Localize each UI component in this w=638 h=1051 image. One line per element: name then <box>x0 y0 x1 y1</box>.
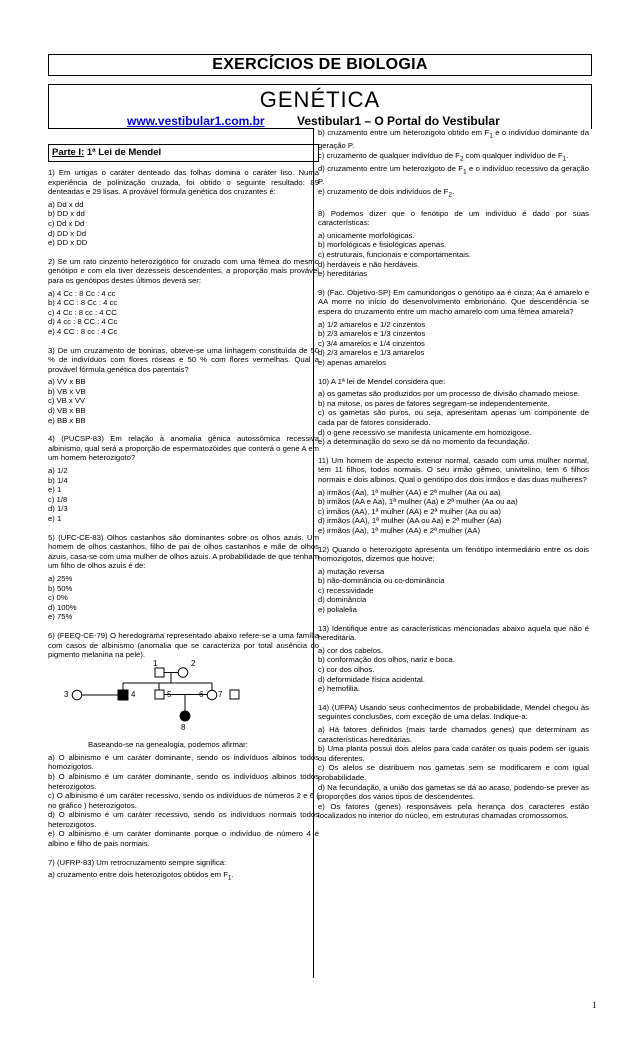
question-11 <box>318 456 589 536</box>
option: c) 4 Cc : 8 cc : 4 CC <box>48 307 117 317</box>
option: d) herdáveis e não herdáveis. <box>318 259 420 269</box>
option: d) deformidade física acidental. <box>318 674 425 684</box>
option-text: b) cruzamento entre um heterozigoto obtido em F <box>318 128 490 137</box>
option: d) o gene recessivo se manifesta unicamente em homozigose. <box>318 427 532 437</box>
pedigree-label-7: 7 <box>218 689 223 699</box>
option <box>48 870 319 883</box>
option: c) irmãos (AA), 1ª mulher (AA) e 2ª mulher (Aa ou aa) <box>318 506 501 516</box>
option: c) 0% <box>48 593 68 603</box>
option: e) DD x DD <box>48 238 88 248</box>
question-9 <box>318 288 589 368</box>
option <box>318 151 589 164</box>
option: e) 75% <box>48 612 73 622</box>
pedigree-individual-2 <box>178 667 188 677</box>
question-text: 3) De um cruzamento de boninas, obteve-se uma linhagem constituída de 50 % de indivíduos com flores róseas e 50 % com flores vermelhas. Qual a provável fórmula genética dos parentais? <box>48 345 319 374</box>
pedigree-label-8: 8 <box>181 722 186 732</box>
question-text: 5) (UFC-CE-83) Olhos castanhos são dominantes sobre os olhos azuis. Um homem de olhos castanhos, filho de pai de olhos castanhos e mãe de olhos azuis, casa-se com uma mulher de olhos azuis. A probabilidade de que tenham um filho de olhos azuis é de: <box>48 532 319 571</box>
page-number: 1 <box>592 1000 597 1010</box>
question-text: 8) Podemos dizer que o fenótipo de um indivíduo é dado por suas características: <box>318 208 589 228</box>
question-3 <box>48 346 319 426</box>
option: a) mutação reversa <box>318 566 385 576</box>
option: e) apenas amarelos <box>318 358 386 367</box>
option: b) VB x VB <box>48 386 86 396</box>
pedigree-label-5: 5 <box>167 689 172 699</box>
option: c) estruturais, funcionais e comportamentais. <box>318 250 471 260</box>
pedigree-individual-3 <box>72 690 82 700</box>
question-text: 2) Se um rato cinzento heterozigótico for cruzado com uma fêmea do mesmo genótipo e com ela tiver dezesseis descendentes, a proporção mais provável para os genótipos destes últimos deverá ser: <box>48 256 319 285</box>
page-title: EXERCÍCIOS DE BIOLOGIA <box>48 54 592 76</box>
question-text: 1) Em urtigas o caráter denteado das folhas domina o caráter liso. Numa experiência de polinização cruzada, foi obtido o seguinte resultado: 89 denteadas e 29 lisas. A provável fórmula genética dos cruzantes é: <box>48 168 319 197</box>
option: c) recessividade <box>318 585 374 595</box>
option: e) 4 CC : 8 cc : 4 Cc <box>48 326 118 336</box>
option: b) na mitose, os pares de fatores segregam-se independentemente. <box>318 398 550 408</box>
option: b) conformação dos olhos, nariz e boca. <box>318 655 455 665</box>
option: a) Há fatores definidos (mais tarde chamados genes) que determinam as características hereditárias. <box>318 725 589 744</box>
option-text: e o indivíduo dominante da geração P. <box>318 128 589 151</box>
option: d) 4 cc : 8 CC : 4 Cc <box>48 317 118 327</box>
pedigree-individual-5 <box>155 690 164 699</box>
question-text: 10) A 1ª lei de Mendel considera que: <box>318 376 446 386</box>
option <box>318 128 589 151</box>
option: e) 1 <box>48 514 62 523</box>
pedigree-label-6: 6 <box>199 689 204 699</box>
option: c) O albinismo é um caráter recessivo, sendo os indivíduos de números 2 e 6 ( no gráfico ) heterozigotos. <box>48 791 319 810</box>
option: d) Na fecundação, a união dos gametas se dá ao acaso, podendo-se prever as proporções dos vários tipos de descendentes. <box>318 782 589 802</box>
question-text: 7) (UFRP-83) Um retrocruzamento sempre significa: <box>48 857 227 867</box>
question-text: 4) (PUCSP-83) Em relação à anomalia gênica autossômica recessiva albinismo, qual será a proporção de espermatozóides que conterá o gene A em um homem heterozigoto? <box>48 434 319 463</box>
option: e) O albinismo é um caráter dominante porque o indivíduo de número 4 é albino e filho de pais normais. <box>48 829 319 849</box>
option: b) 50% <box>48 583 73 593</box>
pedigree-individual-6 <box>207 690 217 700</box>
question-7 <box>48 858 319 884</box>
option-text: a) cruzamento entre dois heterozigotos obtidos em F <box>48 870 228 880</box>
option: c) VB x VV <box>48 396 86 406</box>
right-column <box>318 128 589 830</box>
option: a) 1/2 <box>48 466 68 476</box>
question-6 <box>48 631 319 849</box>
pedigree-individual-8 <box>180 711 190 721</box>
option: a) cor dos cabelos. <box>318 645 383 655</box>
option: d) O albinismo é um caráter recessivo, sendo os indivíduos normais todos heterozigotos. <box>48 810 319 829</box>
option: c) Os alelos se distribuem nos gametas sem se modificarem e com igual probabilidade. <box>318 763 589 782</box>
pedigree-label-4: 4 <box>131 689 136 699</box>
part-heading <box>48 144 319 162</box>
question-5 <box>48 533 319 622</box>
option: d) DD x Dd <box>48 228 87 238</box>
pedigree-individual-4 <box>118 690 128 700</box>
option: e) 1 <box>48 485 62 495</box>
pedigree-individual-1 <box>155 668 164 677</box>
option: c) Dd x Dd <box>48 218 85 228</box>
option: b) 2/3 amarelos e 1/3 cinzentos <box>318 329 426 339</box>
question-text: 9) (Fac. Objetivo-SP) Em camundongos o genótipo aa é cinza; Aa é amarelo e AA morre no início do desenvolvimento embrionário. Que descendência se espera do cruzamento entre um macho amarelo com uma fêmea amarela? <box>318 287 589 317</box>
option: a) 25% <box>48 573 73 583</box>
option: a) O albinismo é um caráter dominante, sendo os indivíduos albinos todos homozigotos. <box>48 752 319 772</box>
question-2 <box>48 257 319 337</box>
question-14 <box>318 703 589 821</box>
option: b) DD x dd <box>48 209 85 219</box>
option: a) os gametas são produzidos por um processo de divisão chamado meiose. <box>318 389 580 399</box>
subscript: 2 <box>448 191 452 199</box>
pedigree-label-3: 3 <box>64 689 69 699</box>
site-link[interactable]: www.vestibular1.com.br <box>127 114 265 128</box>
pedigree-caption: Baseando-se na genealogia, podemos afirmar: <box>88 739 248 749</box>
portal-title: Vestibular1 – O Portal do Vestibular <box>297 114 500 128</box>
option <box>318 187 589 200</box>
option: a) 1/2 amarelos e 1/2 cinzentos <box>318 319 426 329</box>
option: b) Uma planta possui dois alelos para cada caráter os quais podem ser iguais ou diferentes. <box>318 744 589 763</box>
question-1 <box>48 168 319 248</box>
option-text: e) cruzamento de dois indivíduos de F <box>318 186 449 196</box>
option: d) 2/3 amarelos e 1/3 amarelos <box>318 348 425 358</box>
subscript: 2 <box>459 155 464 163</box>
left-column <box>48 130 319 883</box>
option: e) Os fatores (genes) responsáveis pela herança dos caracteres estão localizados no interior do núcleo, em estruturas chamadas cromossomos. <box>318 801 589 821</box>
option: a) 4 Cc : 8 Cc : 4 cc <box>48 288 116 298</box>
pedigree-individual-7 <box>230 690 239 699</box>
question-text: 11) Um homem de aspecto exterior normal, casado com uma mulher normal, tem 11 filhos, todos normais. O seu irmão gêmeo, univitelino, tem 6 filhos normais e dois albinos. Qual o genótipo dos dois irmãos e das duas mulheres? <box>318 455 589 484</box>
part-label: Parte I: <box>52 147 85 158</box>
pedigree-diagram <box>48 658 319 751</box>
question-13 <box>318 624 589 694</box>
subscript: 1 <box>489 132 493 140</box>
option: b) morfológicas e fisiológicas apenas. <box>318 240 447 250</box>
option: c) cor dos olhos. <box>318 665 375 675</box>
pedigree-label-1: 1 <box>153 658 158 668</box>
option: d) 100% <box>48 602 77 612</box>
option: b) irmãos (AA e Aa), 1ª mulher (Aa) e 2ª mulher (Aa ou aa) <box>318 497 518 507</box>
option-text: e o indivíduo recessivo da geração P. <box>318 163 589 186</box>
question-text: 13) Identifique entre as características mencionadas abaixo aquela que não é hereditária. <box>318 623 589 643</box>
question-text: 12) Quando o heterozigoto apresenta um fenótipo intermediário entre os dois homozigotos, dizemos que houve: <box>318 544 589 564</box>
option-text: . <box>231 870 234 880</box>
question-10 <box>318 377 589 447</box>
option: e) irmãos (Aa), 1ª mulher (AA) e 2ª mulher (AA) <box>318 525 481 535</box>
option: e) hereditárias <box>318 269 368 279</box>
part-title: 1ª Lei de Mendel <box>84 147 162 158</box>
question-7-continued <box>318 128 589 200</box>
option <box>318 164 589 187</box>
option: d) VB x BB <box>48 406 86 416</box>
option: a) Dd x dd <box>48 199 84 209</box>
option: a) VV x BB <box>48 377 86 387</box>
option: b) 4 CC : 8 Cc : 4 cc <box>48 298 118 308</box>
subscript: 1 <box>463 168 467 176</box>
subscript: 1 <box>562 155 567 163</box>
option: e) hemofilia. <box>318 684 360 694</box>
option-text: . <box>566 150 569 160</box>
option: a) irmãos (Aa), 1ª mulher (AA) e 2ª mulher (Aa ou aa) <box>318 487 501 497</box>
option: d) 1/3 <box>48 504 68 514</box>
option-text: com qualquer indivíduo de F <box>463 150 563 160</box>
option-text: d) cruzamento entre um heterozigoto de F <box>318 163 463 173</box>
question-text: 6) (FEEQ-CE-79) O heredograma representado abaixo refere-se a uma família com casos de albinismo (anomalia que se caracteriza por total ausência do pigmento melanina na pele). <box>48 630 319 660</box>
option: a) unicamente morfológicas. <box>318 230 415 240</box>
option: b) 1/4 <box>48 475 68 485</box>
option: e) a determinação do sexo se dá no momento da fecundação. <box>318 437 530 447</box>
option: e) BB x BB <box>48 415 86 425</box>
option: c) 3/4 amarelos e 1/4 cinzentos <box>318 338 425 348</box>
question-8 <box>318 209 589 279</box>
subscript: 1 <box>227 874 232 882</box>
option-text: . <box>451 186 455 196</box>
question-text: 14) (UFPA) Usando seus conhecimentos de probabilidade, Mendel chegou às seguintes conclusões, com exceção de uma delas. Indique-a: <box>318 702 589 722</box>
option: e) polialelia <box>318 605 357 615</box>
question-12 <box>318 545 589 615</box>
option: b) não-dominância ou co-dominância <box>318 576 445 586</box>
subject-title: GENÉTICA <box>259 87 381 112</box>
option: c) 1/8 <box>48 494 68 504</box>
option: d) irmãos (AA), 1ª mulher (AA ou Aa) e 2ª mulher (Aa) <box>318 516 502 526</box>
option: b) O albinismo é um caráter dominante, sendo os indivíduos albinos todos heterozigotos. <box>48 771 319 791</box>
header-box <box>48 84 592 129</box>
question-4 <box>48 434 319 523</box>
pedigree-label-2: 2 <box>191 658 196 668</box>
header-divider <box>48 128 314 129</box>
option-text: c) cruzamento de qualquer indivíduo de F <box>318 150 460 160</box>
option: d) dominância <box>318 595 367 605</box>
option: c) os gametas são puros, ou seja, apresentam apenas um componente de cada par de fatores considerado. <box>318 408 589 427</box>
